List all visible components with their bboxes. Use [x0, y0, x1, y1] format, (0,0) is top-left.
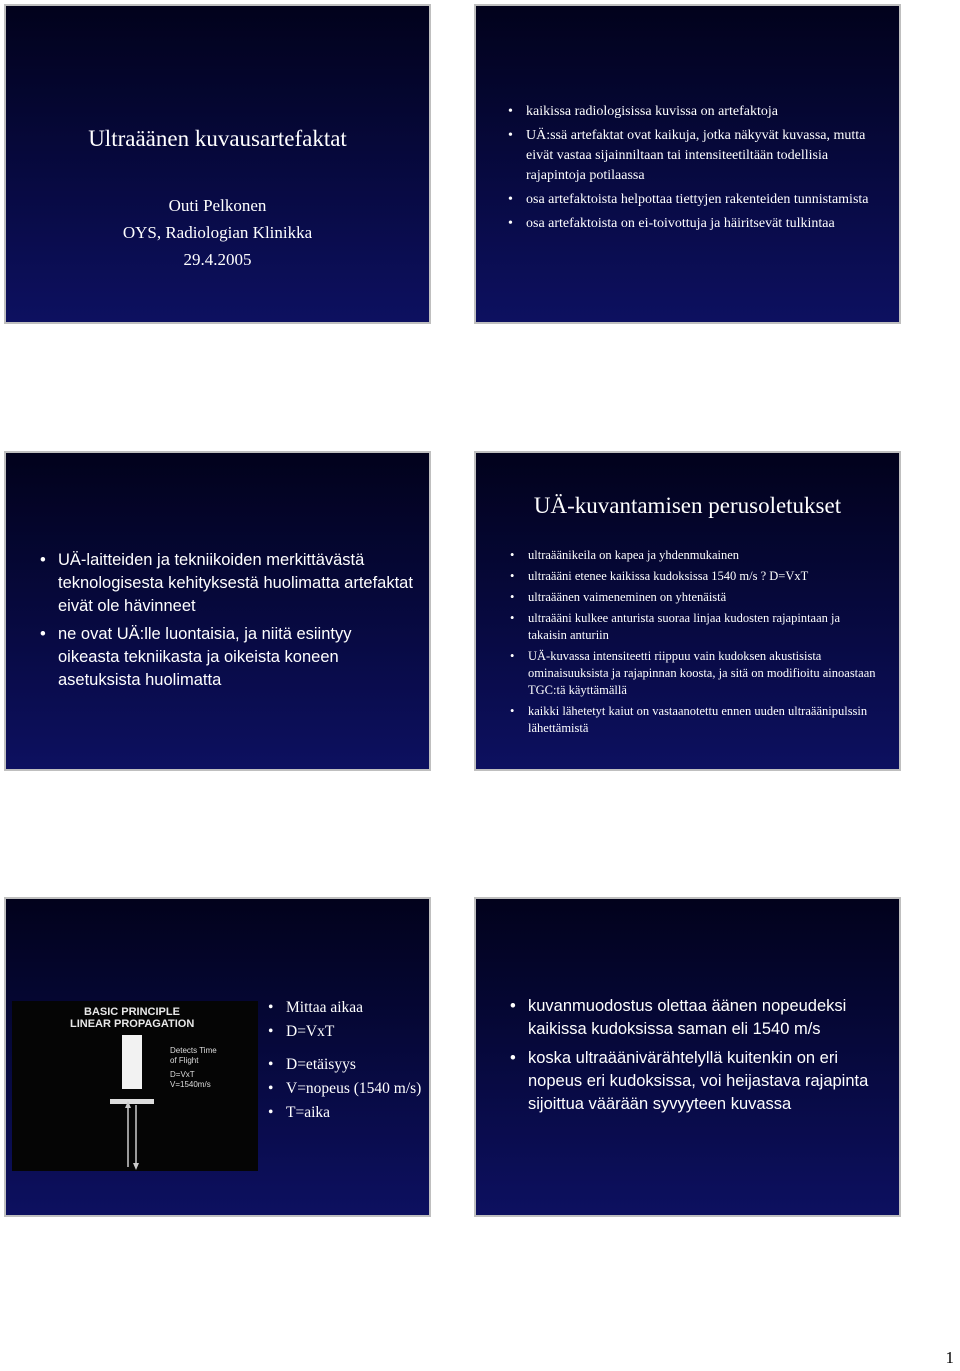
- list-item: • koska ultraäänivärähtelyllä kuitenkin on eri nopeus eri kudoksissa, voi heijastava rajapinta sijoittua väärään syvyyteen kuvassa: [506, 1047, 876, 1116]
- image-label-line1: Detects Time: [170, 1046, 217, 1055]
- page-number: 1: [945, 1348, 954, 1367]
- image-label-line4: V=1540m/s: [170, 1080, 211, 1089]
- image-label-line3: D=VxT: [170, 1070, 195, 1079]
- list-item: • osa artefaktoista helpottaa tiettyjen rakenteiden tunnistamista: [504, 190, 874, 210]
- list-item: • V=nopeus (1540 m/s): [264, 1078, 424, 1099]
- slide-author-block: [6, 192, 429, 273]
- image-label-line2: of Flight: [170, 1056, 199, 1065]
- list-item: • ultraääni etenee kaikissa kudoksissa 1540 m/s ? D=VxT: [506, 568, 876, 585]
- linear-propagation-diagram-image: [12, 1001, 258, 1171]
- list-item: • ultraääni kulkee anturista suoraa linjaa kudosten rajapintaan ja takaisin anturiin: [506, 610, 876, 644]
- bullet-list: [264, 997, 424, 1126]
- list-item: • D=etäisyys: [264, 1054, 424, 1075]
- bullet-list: [36, 549, 416, 697]
- date: 29.4.2005: [183, 250, 252, 269]
- transducer-shape: [122, 1035, 142, 1089]
- slide-title: Ultraäänen kuvausartefaktat: [88, 126, 347, 151]
- slide-1: [4, 4, 431, 324]
- list-item: • Mittaa aikaa: [264, 997, 424, 1018]
- list-item: • UÄ:ssä artefaktat ovat kaikuja, jotka näkyvät kuvassa, mutta eivät vastaa sijainniltaan tai intensiteetiltään todellisia rajapintoja potilaassa: [504, 126, 874, 186]
- image-heading-line2: LINEAR PROPAGATION: [70, 1018, 195, 1030]
- list-item: • ne ovat UÄ:lle luontaisia, ja niitä esiintyy oikeasta tekniikasta ja oikeista koneen asetuksista huolimatta: [36, 623, 416, 692]
- list-item: • D=VxT: [264, 1021, 424, 1042]
- list-item: • osa artefaktoista on ei-toivottuja ja häiritsevät tulkintaa: [504, 214, 874, 234]
- bullet-list: [504, 102, 874, 238]
- slide-2: [474, 4, 901, 324]
- list-item: • ultraäänen vaimeneminen on yhtenäistä: [506, 589, 876, 606]
- list-item: • kuvanmuodostus olettaa äänen nopeudeksi kaikissa kudoksissa saman eli 1540 m/s: [506, 995, 876, 1041]
- list-item: • kaikissa radiologisissa kuvissa on artefaktoja: [504, 102, 874, 122]
- slide-title: UÄ-kuvantamisen perusoletukset: [533, 493, 842, 518]
- author-name: Outi Pelkonen: [168, 196, 267, 215]
- slide-3: [4, 451, 431, 771]
- list-item: • T=aika: [264, 1102, 424, 1123]
- list-item: • ultraäänikeila on kapea ja yhdenmukainen: [506, 547, 876, 564]
- bullet-list: [506, 547, 876, 741]
- slide-6: [474, 897, 901, 1217]
- list-item: • kaikki lähetetyt kaiut on vastaanotettu ennen uuden ultraäänipulssin lähettämistä: [506, 703, 876, 737]
- list-item: • UÄ-laitteiden ja tekniikoiden merkittävästä teknologisesta kehityksestä huolimatta artefaktat eivät ole hävinneet: [36, 549, 416, 618]
- slide-5: [4, 897, 431, 1217]
- interface-line: [110, 1099, 154, 1104]
- slide-4: [474, 451, 901, 771]
- image-heading-line1: BASIC PRINCIPLE: [84, 1006, 180, 1018]
- organization: OYS, Radiologian Klinikka: [122, 223, 313, 242]
- list-item: • UÄ-kuvassa intensiteetti riippuu vain kudoksen akustisista ominaisuuksista ja rajapinnan koosta, ja sitä on modifioitu ainoastaan TGC:tä käyttämällä: [506, 648, 876, 699]
- bullet-list: [506, 995, 876, 1122]
